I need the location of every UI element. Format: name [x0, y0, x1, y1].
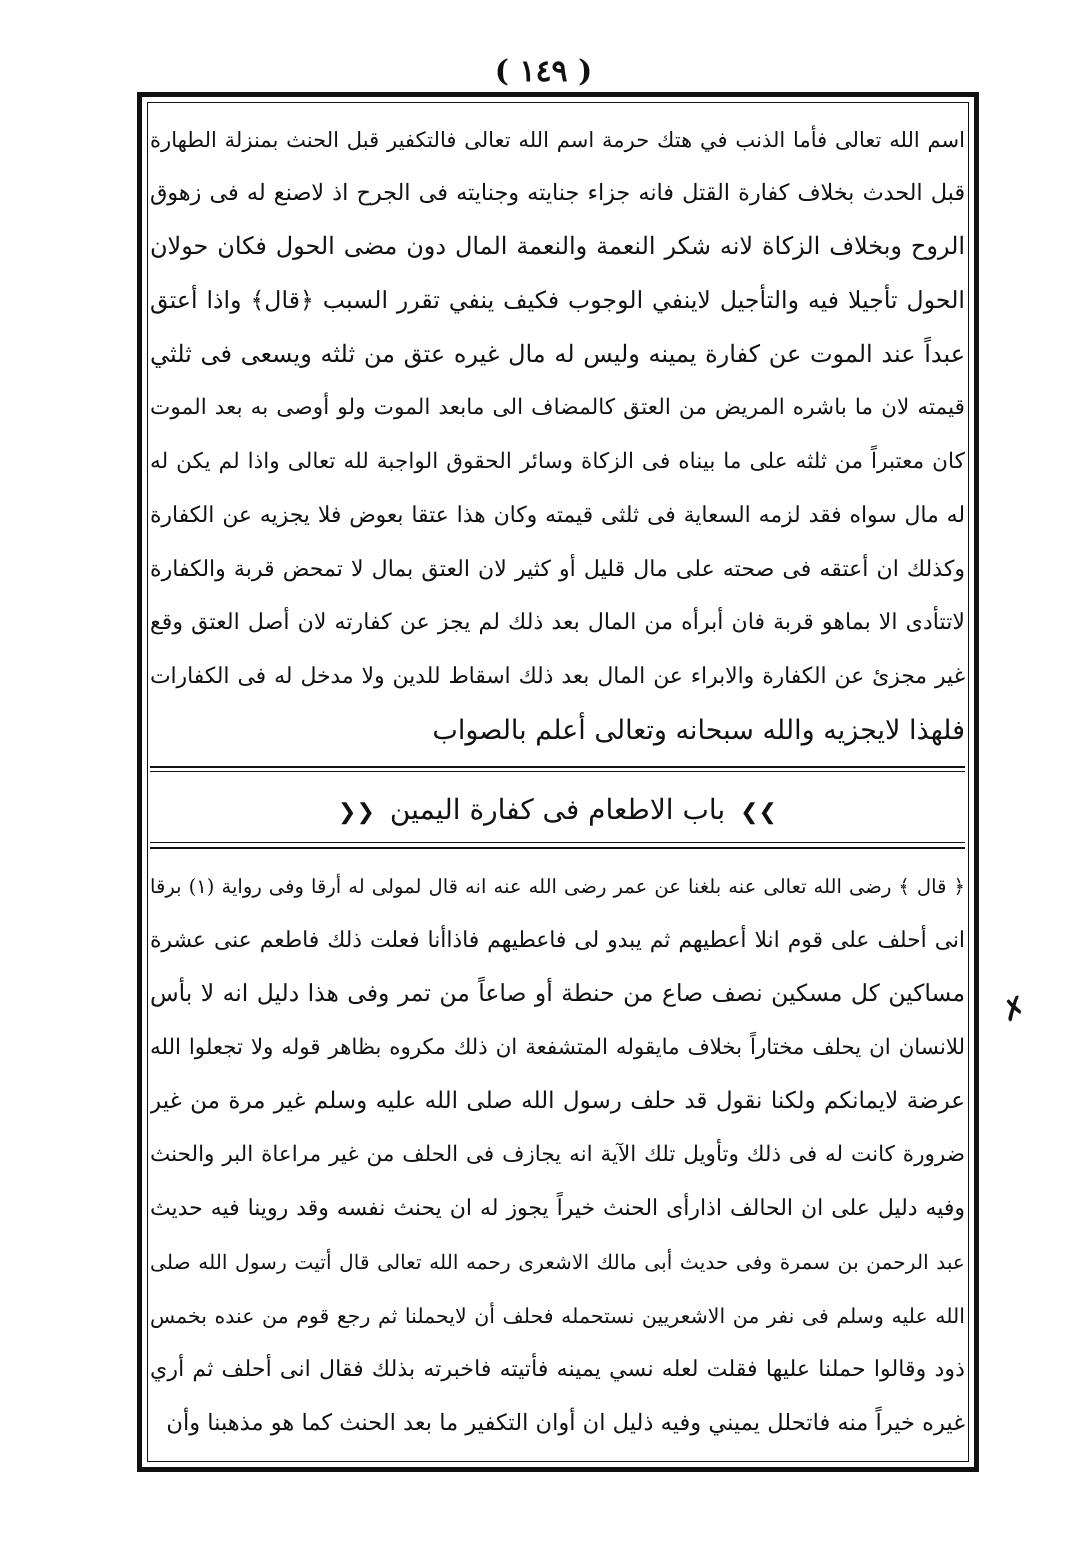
text-line: قيمته لان ما باشره المريض من العتق كالمضاف الى مابعد الموت ولو أوصى به بعد الموت: [150, 395, 965, 421]
section-divider-top: [150, 766, 965, 768]
text-line: ضرورة كانت له فى ذلك وتأويل تلك الآية انه يجازف فى الحلف من غير مراعاة البر والحنث: [150, 1142, 965, 1168]
text-line: وفيه دليل على ان الحالف اذارأى الحنث خيراً يجوز له ان يحنث نفسه وقد روينا فيه حديث: [150, 1196, 965, 1222]
text-line: عرضة لايمانكم ولكنا نقول قد حلف رسول الله صلى الله عليه وسلم غير مرة من غير: [150, 1087, 965, 1114]
text-line: فلهذا لايجزيه والله سبحانه وتعالى أعلم بالصواب: [432, 714, 965, 746]
text-line: اسم الله تعالى فأما الذنب في هتك حرمة اسم الله تعالى فالتكفير قبل الحنث بمنزلة الطهارة: [150, 127, 965, 152]
text-line: للانسان ان يحلف مختاراً بخلاف مايقوله المتشفعة ان ذلك مكروه بظاهر قوله ولا تجعلوا الله: [150, 1035, 965, 1061]
top-text-block: [150, 113, 965, 757]
text-line: عبد الرحمن بن سمرة وفى حديث أبى مالك الاشعرى رحمه الله تعالى قال أتيت رسول الله صلى: [150, 1249, 965, 1274]
text-line: غير مجزئ عن الكفارة والابراء عن المال بعد ذلك اسقاط للدين ولا مدخل له فى الكفارات: [150, 663, 965, 689]
text-line: الله عليه وسلم فى نفر من الاشعريين نستحمله فحلف أن لايحملنا ثم رجع قوم من عنده بخمس: [150, 1303, 965, 1328]
text-line: ذود وقالوا حملنا عليها فقلت لعله نسي يمينه فأتيته فاخبرته بذلك فقال انى أحلف ثم أري: [150, 1356, 965, 1383]
text-line: له مال سواه فقد لزمه السعاية فى ثلثى قيمته وكان هذا عتقا بعوض فلا يجزيه عن الكفارة: [150, 502, 965, 528]
text-line: انى أحلف على قوم انلا أعطيهم ثم يبدو لى فاعطيهم فاذاأنا فعلت ذلك فاطعم عنى عشرة: [150, 927, 965, 953]
text-line: الروح وبخلاف الزكاة لانه شكر النعمة والنعمة المال دون مضى الحول فكان حولان: [150, 232, 965, 261]
chapter-heading: [150, 790, 965, 833]
text-line: مساكين كل مسكين نصف صاع من حنطة أو صاعاً من تمر وفى هذا دليل انه لا بأس: [150, 979, 965, 1008]
text-line: قبل الحدث بخلاف كفارة القتل فانه جزاء جنايته وجنايته فى الجرح اذ لاصنع له فى زهوق: [150, 179, 965, 206]
chapter-heading-text: باب الاطعام فى كفارة اليمين: [389, 793, 726, 826]
text-line: غيره خيراً منه فاتحلل يميني وفيه ذليل ان أوان التكفير ما بعد الحنث كما هو مذهبنا وأن: [166, 1409, 965, 1436]
heading-ornament-left: ❮❮: [338, 800, 375, 825]
page-number: ( ١٤٩ ): [494, 54, 593, 89]
heading-ornament-right: ❯❯: [740, 800, 777, 825]
text-line: عبداً عند الموت عن كفارة يمينه وليس له مال غيره عتق من ثلثه ويسعى فى ثلثي: [150, 339, 965, 368]
text-line: ﴿ قال ﴾ رضى الله تعالى عنه بلغنا عن عمر رضى الله عنه انه قال لمولى له أرقا وفى رواية (١) برقا: [150, 875, 965, 898]
section-divider-bottom: [150, 847, 965, 849]
text-line: الحول تأجيلا فيه والتأجيل لاينفي الوجوب فكيف ينفي تقرر السبب ﴿قال﴾ واذا أعتق: [150, 286, 965, 315]
text-line: لاتتأدى الا بماهو قربة فان أبرأه من المال بعد ذلك لم يجز عن كفارته لان أصل العتق وقع: [150, 609, 965, 636]
margin-mark: ✗: [996, 988, 1033, 1031]
section-divider-bottom-thin: [150, 842, 965, 843]
section-divider-top-thin: [150, 771, 965, 772]
bottom-text-block: [150, 860, 965, 1451]
text-line: وكذلك ان أعتقه فى صحته على مال قليل أو كثير لان العتق بمال لا تمحض قربة والكفارة: [150, 555, 965, 582]
text-line: كان معتبراً من ثلثه على ما بيناه فى الزكاة وسائر الحقوق الواجبة لله تعالى واذا لم يكن له: [150, 449, 965, 475]
